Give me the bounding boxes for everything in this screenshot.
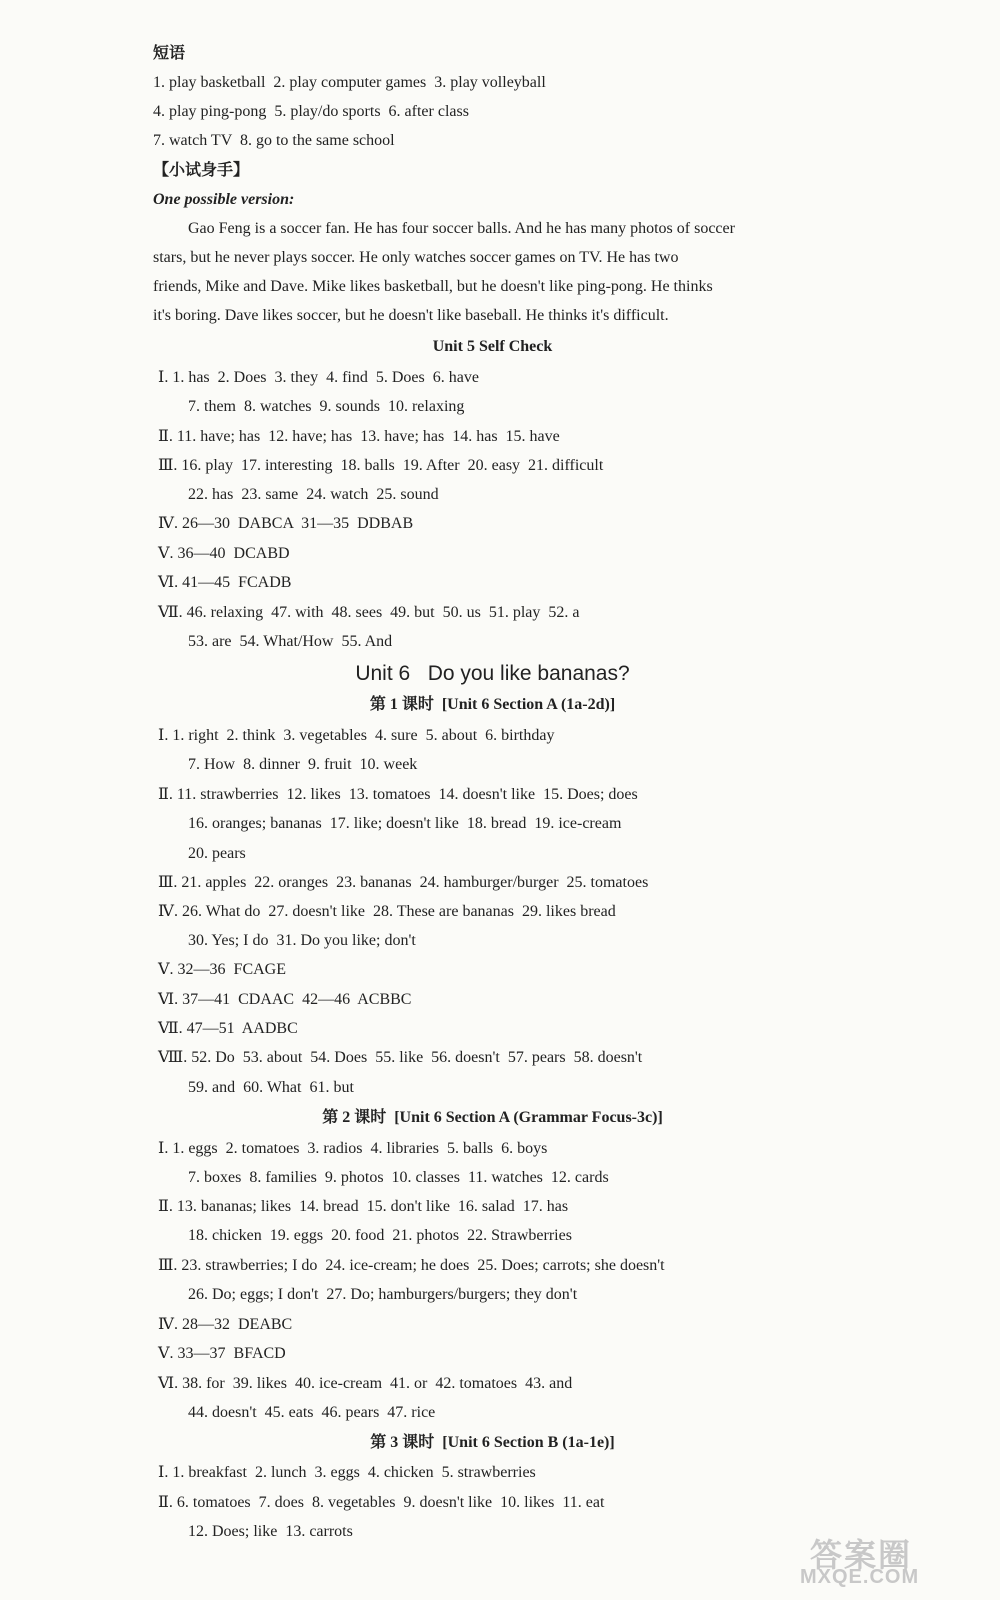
answer-line: Ⅰ. 1. breakfast 2. lunch 3. eggs 4. chicken 5. strawberries [158,1464,536,1481]
answer-line: Ⅲ. 16. play 17. interesting 18. balls 19. After 20. easy 21. difficult [158,457,604,474]
answer-line: 16. oranges; bananas 17. like; doesn't like 18. bread 19. ice-cream [188,815,622,832]
answer-line: 7. boxes 8. families 9. photos 10. classes 11. watches 12. cards [188,1169,609,1186]
answer-line: Ⅵ. 37—41 CDAAC 42—46 ACBBC [158,991,412,1008]
answer-line: Ⅰ. 1. has 2. Does 3. they 4. find 5. Does 6. have [158,369,479,386]
answer-line: Ⅵ. 41—45 FCADB [158,574,292,591]
watermark-bottom-text: MXQE.COM [800,1566,920,1588]
answer-line: Ⅵ. 38. for 39. likes 40. ice-cream 41. or 42. tomatoes 43. and [158,1375,573,1392]
answer-line: Ⅶ. 46. relaxing 47. with 48. sees 49. but 50. us 51. play 52. a [158,604,580,621]
essay-line: friends, Mike and Dave. Mike likes basketball, but he doesn't like ping-pong. He thinks [153,278,713,295]
answer-line: 53. are 54. What/How 55. And [188,633,393,650]
answer-line: Ⅰ. 1. right 2. think 3. vegetables 4. sure 5. about 6. birthday [158,727,555,744]
answer-line: Ⅶ. 47—51 AADBC [158,1020,298,1037]
answer-line: 20. pears [188,845,246,862]
version-label: One possible version: [153,191,295,208]
answer-line: Ⅳ. 26. What do 27. doesn't like 28. These are bananas 29. likes bread [158,903,616,920]
essay-line: Gao Feng is a soccer fan. He has four soccer balls. And he has many photos of soccer [188,220,735,237]
answer-line: Ⅴ. 36—40 DCABD [158,545,290,562]
answer-line: Ⅱ. 13. bananas; likes 14. bread 15. don't like 16. salad 17. has [158,1198,569,1215]
answer-line: 7. them 8. watches 9. sounds 10. relaxing [188,398,465,415]
self-check-title: Unit 5 Self Check [432,338,553,355]
answer-line: Ⅰ. 1. eggs 2. tomatoes 3. radios 4. libraries 5. balls 6. boys [158,1140,548,1157]
phrases-line: 4. play ping-pong 5. play/do sports 6. after class [153,103,469,120]
lesson2-title: 第 2 课时 [Unit 6 Section A (Grammar Focus-3c)] [322,1109,663,1126]
answer-line: 22. has 23. same 24. watch 25. sound [188,486,439,503]
answer-line: Ⅳ. 26—30 DABCA 31—35 DDBAB [158,515,414,532]
phrases-heading: 短语 [153,45,186,62]
answer-line: 12. Does; like 13. carrots [188,1523,353,1540]
answer-line: Ⅱ. 6. tomatoes 7. does 8. vegetables 9. doesn't like 10. likes 11. eat [158,1494,605,1511]
answer-line: 44. doesn't 45. eats 46. pears 47. rice [188,1404,436,1421]
answer-line: 18. chicken 19. eggs 20. food 21. photos 22. Strawberries [188,1227,572,1244]
watermark-top-text: 答案圈 [810,1537,913,1573]
answer-line: Ⅷ. 52. Do 53. about 54. Does 55. like 56. doesn't 57. pears 58. doesn't [158,1049,643,1066]
answer-line: Ⅱ. 11. strawberries 12. likes 13. tomatoes 14. doesn't like 15. Does; does [158,786,638,803]
essay-line: it's boring. Dave likes soccer, but he doesn't like baseball. He thinks it's difficult. [153,307,669,324]
answer-line: Ⅲ. 21. apples 22. oranges 23. bananas 24. hamburger/burger 25. tomatoes [158,874,649,891]
answer-line: 59. and 60. What 61. but [188,1079,354,1096]
phrases-line: 7. watch TV 8. go to the same school [153,132,395,149]
answer-line: Ⅱ. 11. have; has 12. have; has 13. have; has 14. has 15. have [158,428,560,445]
lesson3-title: 第 3 课时 [Unit 6 Section B (1a-1e)] [370,1434,615,1451]
unit6-title: Unit 6 Do you like bananas? [355,662,630,685]
answer-line: Ⅴ. 32—36 FCAGE [158,961,287,978]
answer-line: 26. Do; eggs; I don't 27. Do; hamburgers/burgers; they don't [188,1286,578,1303]
answer-line: 30. Yes; I do 31. Do you like; don't [188,932,416,949]
answer-line: Ⅴ. 33—37 BFACD [158,1345,286,1362]
answer-line: Ⅲ. 23. strawberries; I do 24. ice-cream; he does 25. Does; carrots; she doesn't [158,1257,665,1274]
answer-line: Ⅳ. 28—32 DEABC [158,1316,293,1333]
phrases-line: 1. play basketball 2. play computer games 3. play volleyball [153,74,546,91]
answer-line: 7. How 8. dinner 9. fruit 10. week [188,756,418,773]
try-it-heading: 【小试身手】 [153,162,250,179]
lesson1-title: 第 1 课时 [Unit 6 Section A (1a-2d)] [369,696,616,713]
watermark-logo [800,1530,980,1590]
essay-line: stars, but he never plays soccer. He only watches soccer games on TV. He has two [153,249,679,266]
